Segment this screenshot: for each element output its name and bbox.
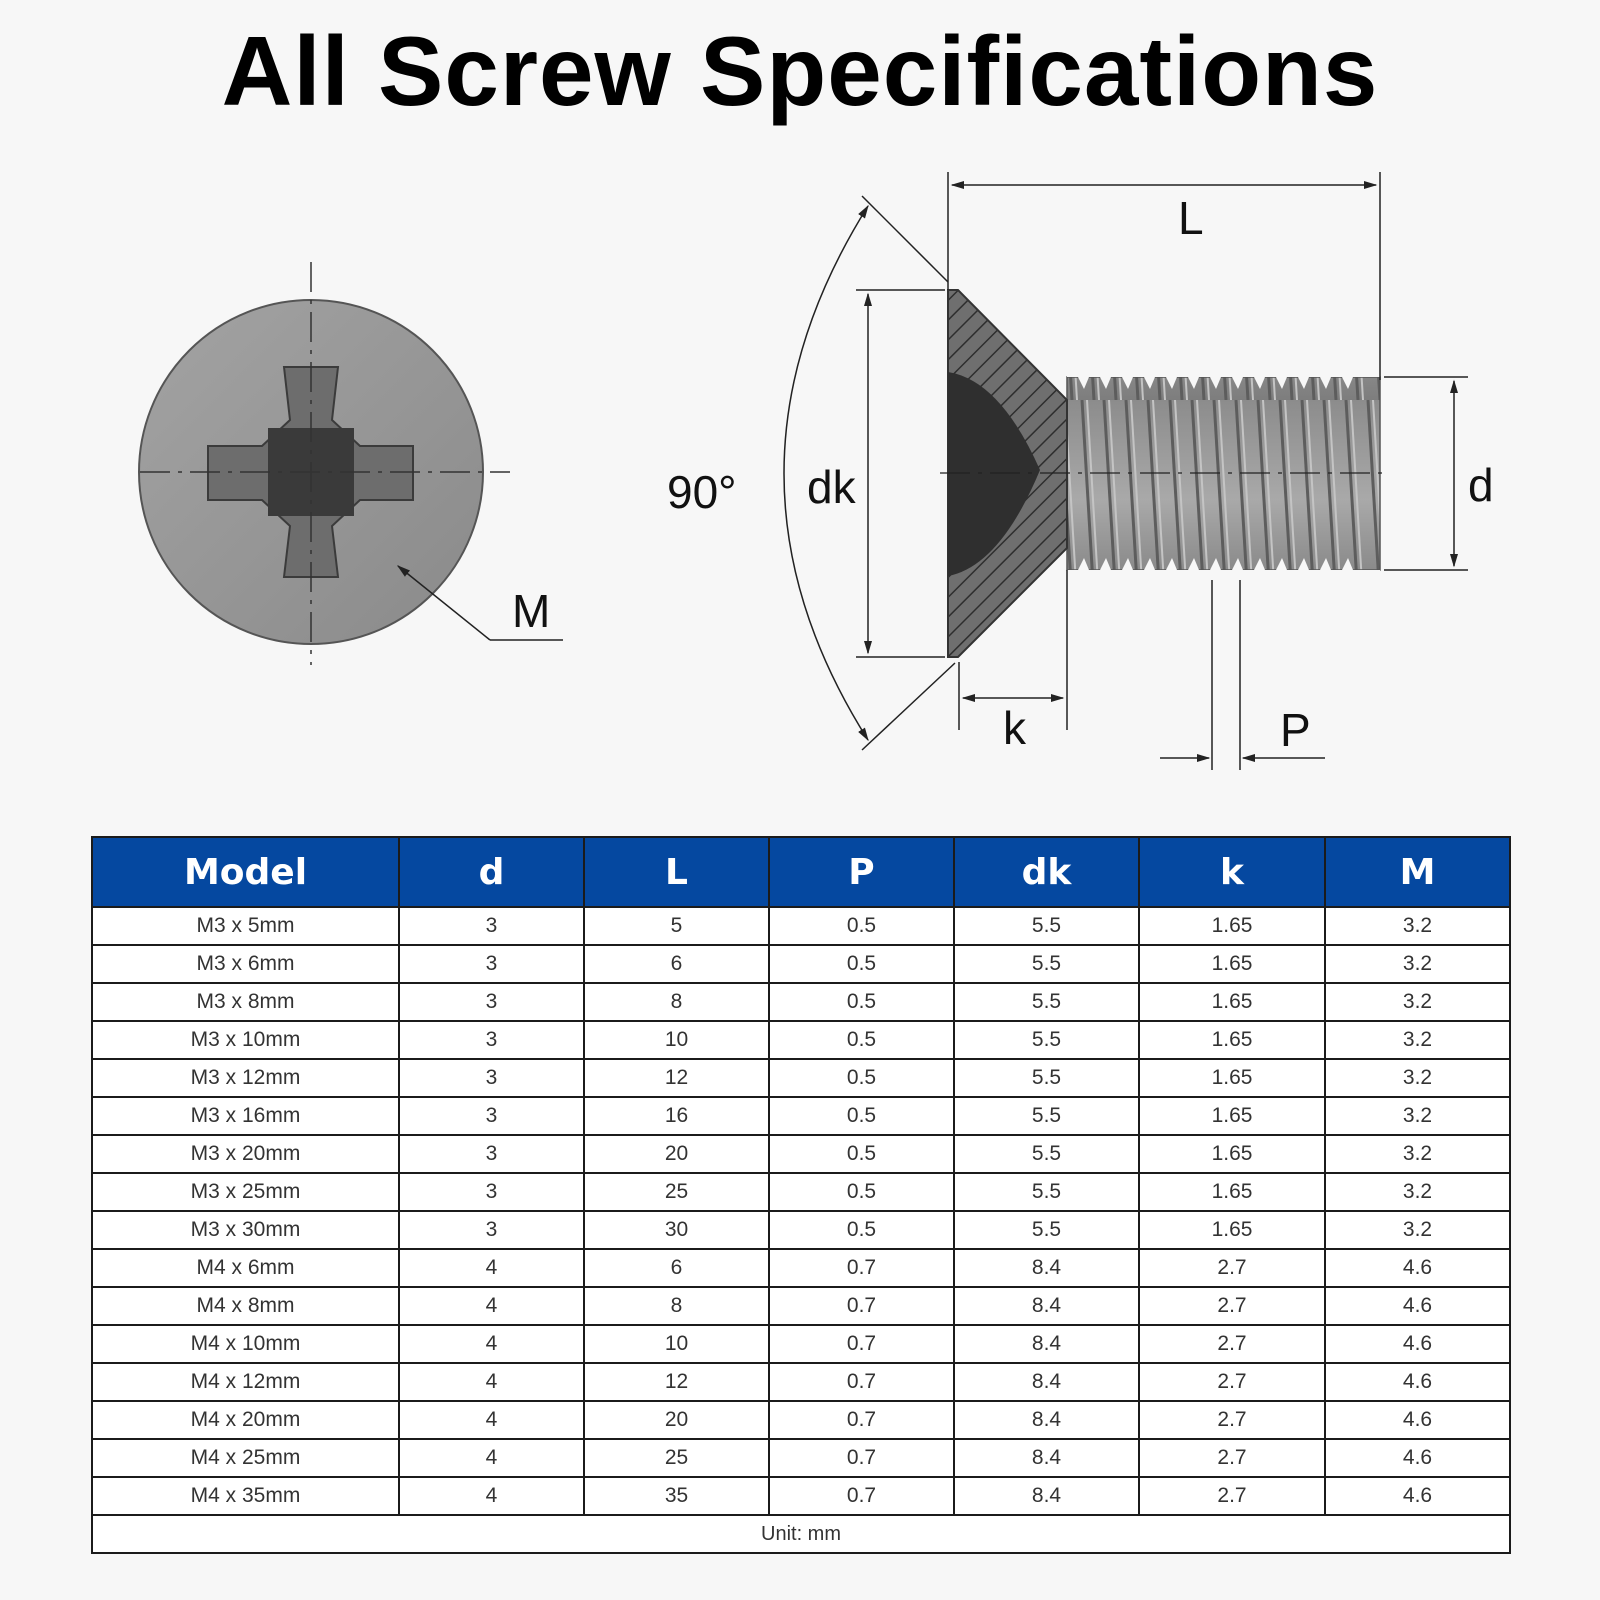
table-row bbox=[92, 1477, 1510, 1515]
cell-l: 10 bbox=[584, 1021, 769, 1059]
cell-d: 3 bbox=[399, 1211, 584, 1249]
cell-k: 2.7 bbox=[1139, 1477, 1325, 1515]
cell-l: 25 bbox=[584, 1173, 769, 1211]
label-m: M bbox=[512, 585, 551, 637]
cell-k: 2.7 bbox=[1139, 1249, 1325, 1287]
table-row bbox=[92, 1363, 1510, 1401]
cell-m: 3.2 bbox=[1325, 1097, 1510, 1135]
cell-model: M3 x 30mm bbox=[92, 1211, 399, 1249]
screw-diagram bbox=[0, 150, 1600, 790]
screw-head-top-view bbox=[139, 262, 563, 665]
cell-m: 3.2 bbox=[1325, 983, 1510, 1021]
label-angle: 90° bbox=[667, 466, 737, 518]
cell-l: 5 bbox=[584, 907, 769, 945]
cell-p: 0.5 bbox=[769, 945, 954, 983]
cell-k: 1.65 bbox=[1139, 1173, 1325, 1211]
table-row bbox=[92, 1097, 1510, 1135]
label-k: k bbox=[1003, 702, 1026, 754]
cell-d: 3 bbox=[399, 983, 584, 1021]
table-footer-row bbox=[92, 1515, 1510, 1553]
cell-k: 1.65 bbox=[1139, 1097, 1325, 1135]
cell-l: 25 bbox=[584, 1439, 769, 1477]
cell-dk: 5.5 bbox=[954, 1135, 1139, 1173]
cell-dk: 8.4 bbox=[954, 1363, 1139, 1401]
cell-p: 0.5 bbox=[769, 907, 954, 945]
cell-model: M3 x 5mm bbox=[92, 907, 399, 945]
cell-m: 4.6 bbox=[1325, 1401, 1510, 1439]
cell-k: 1.65 bbox=[1139, 1021, 1325, 1059]
cell-model: M4 x 35mm bbox=[92, 1477, 399, 1515]
cell-d: 4 bbox=[399, 1363, 584, 1401]
cell-m: 3.2 bbox=[1325, 945, 1510, 983]
cell-m: 4.6 bbox=[1325, 1363, 1510, 1401]
cell-p: 0.5 bbox=[769, 1097, 954, 1135]
table-row bbox=[92, 1211, 1510, 1249]
cell-p: 0.5 bbox=[769, 1021, 954, 1059]
cell-d: 4 bbox=[399, 1401, 584, 1439]
page-title: All Screw Specifications bbox=[221, 16, 1379, 126]
unit-note: Unit: mm bbox=[92, 1515, 1510, 1553]
cell-l: 12 bbox=[584, 1059, 769, 1097]
cell-model: M3 x 12mm bbox=[92, 1059, 399, 1097]
cell-dk: 8.4 bbox=[954, 1325, 1139, 1363]
cell-p: 0.7 bbox=[769, 1325, 954, 1363]
cell-l: 6 bbox=[584, 945, 769, 983]
cell-p: 0.7 bbox=[769, 1401, 954, 1439]
cell-dk: 5.5 bbox=[954, 1097, 1139, 1135]
cell-p: 0.7 bbox=[769, 1363, 954, 1401]
cell-l: 35 bbox=[584, 1477, 769, 1515]
cell-model: M3 x 16mm bbox=[92, 1097, 399, 1135]
table-row bbox=[92, 1287, 1510, 1325]
cell-k: 1.65 bbox=[1139, 1059, 1325, 1097]
cell-k: 2.7 bbox=[1139, 1439, 1325, 1477]
table-row bbox=[92, 1439, 1510, 1477]
cell-dk: 8.4 bbox=[954, 1439, 1139, 1477]
cell-p: 0.5 bbox=[769, 1173, 954, 1211]
cell-p: 0.7 bbox=[769, 1249, 954, 1287]
cell-d: 3 bbox=[399, 1059, 584, 1097]
cell-m: 4.6 bbox=[1325, 1439, 1510, 1477]
screw-diagram-svg bbox=[0, 150, 1600, 790]
cell-model: M3 x 10mm bbox=[92, 1021, 399, 1059]
header-k: k bbox=[1139, 837, 1325, 907]
header-m: M bbox=[1325, 837, 1510, 907]
cell-k: 1.65 bbox=[1139, 1211, 1325, 1249]
cell-d: 4 bbox=[399, 1439, 584, 1477]
cell-m: 3.2 bbox=[1325, 907, 1510, 945]
table-row bbox=[92, 945, 1510, 983]
cell-l: 10 bbox=[584, 1325, 769, 1363]
cell-l: 12 bbox=[584, 1363, 769, 1401]
cell-d: 4 bbox=[399, 1477, 584, 1515]
cell-dk: 8.4 bbox=[954, 1249, 1139, 1287]
cell-d: 3 bbox=[399, 945, 584, 983]
cell-model: M4 x 6mm bbox=[92, 1249, 399, 1287]
cell-model: M3 x 8mm bbox=[92, 983, 399, 1021]
cell-dk: 8.4 bbox=[954, 1287, 1139, 1325]
cell-dk: 5.5 bbox=[954, 1059, 1139, 1097]
cell-d: 4 bbox=[399, 1249, 584, 1287]
cell-l: 20 bbox=[584, 1135, 769, 1173]
cell-m: 3.2 bbox=[1325, 1173, 1510, 1211]
table-row bbox=[92, 1173, 1510, 1211]
cell-l: 16 bbox=[584, 1097, 769, 1135]
label-l: L bbox=[1178, 192, 1204, 244]
table-row bbox=[92, 1135, 1510, 1173]
table-row bbox=[92, 983, 1510, 1021]
spec-table-container bbox=[91, 836, 1509, 1554]
cell-d: 4 bbox=[399, 1325, 584, 1363]
cell-model: M4 x 8mm bbox=[92, 1287, 399, 1325]
label-d: d bbox=[1468, 459, 1494, 511]
cell-p: 0.5 bbox=[769, 1135, 954, 1173]
cell-l: 8 bbox=[584, 1287, 769, 1325]
cell-k: 2.7 bbox=[1139, 1401, 1325, 1439]
cell-model: M4 x 20mm bbox=[92, 1401, 399, 1439]
cell-dk: 5.5 bbox=[954, 907, 1139, 945]
cell-d: 4 bbox=[399, 1287, 584, 1325]
table-row bbox=[92, 1249, 1510, 1287]
cell-l: 8 bbox=[584, 983, 769, 1021]
cell-m: 4.6 bbox=[1325, 1287, 1510, 1325]
cell-dk: 5.5 bbox=[954, 1021, 1139, 1059]
cell-model: M4 x 10mm bbox=[92, 1325, 399, 1363]
cell-m: 3.2 bbox=[1325, 1059, 1510, 1097]
cell-dk: 5.5 bbox=[954, 945, 1139, 983]
cell-p: 0.5 bbox=[769, 1211, 954, 1249]
header-p: P bbox=[769, 837, 954, 907]
cell-m: 4.6 bbox=[1325, 1477, 1510, 1515]
cell-l: 6 bbox=[584, 1249, 769, 1287]
cell-m: 4.6 bbox=[1325, 1325, 1510, 1363]
cell-p: 0.7 bbox=[769, 1477, 954, 1515]
cell-k: 2.7 bbox=[1139, 1325, 1325, 1363]
cell-k: 1.65 bbox=[1139, 907, 1325, 945]
cell-p: 0.5 bbox=[769, 1059, 954, 1097]
cell-dk: 8.4 bbox=[954, 1477, 1139, 1515]
cell-model: M4 x 25mm bbox=[92, 1439, 399, 1477]
screw-side-view bbox=[667, 172, 1494, 770]
label-p: P bbox=[1280, 704, 1311, 756]
header-dk: dk bbox=[954, 837, 1139, 907]
table-row bbox=[92, 1325, 1510, 1363]
header-l: L bbox=[584, 837, 769, 907]
cell-d: 3 bbox=[399, 1135, 584, 1173]
cell-k: 2.7 bbox=[1139, 1287, 1325, 1325]
cell-dk: 8.4 bbox=[954, 1401, 1139, 1439]
cell-m: 3.2 bbox=[1325, 1211, 1510, 1249]
cell-model: M3 x 20mm bbox=[92, 1135, 399, 1173]
table-header-row bbox=[92, 837, 1510, 907]
cell-dk: 5.5 bbox=[954, 1211, 1139, 1249]
cell-dk: 5.5 bbox=[954, 1173, 1139, 1211]
cell-model: M4 x 12mm bbox=[92, 1363, 399, 1401]
cell-k: 2.7 bbox=[1139, 1363, 1325, 1401]
cell-l: 30 bbox=[584, 1211, 769, 1249]
cell-model: M3 x 6mm bbox=[92, 945, 399, 983]
header-model: Model bbox=[92, 837, 399, 907]
cell-dk: 5.5 bbox=[954, 983, 1139, 1021]
cell-p: 0.5 bbox=[769, 983, 954, 1021]
cell-d: 3 bbox=[399, 1097, 584, 1135]
table-row bbox=[92, 1021, 1510, 1059]
label-dk: dk bbox=[807, 461, 856, 513]
header-d: d bbox=[399, 837, 584, 907]
table-row bbox=[92, 1059, 1510, 1097]
cell-k: 1.65 bbox=[1139, 983, 1325, 1021]
cell-p: 0.7 bbox=[769, 1439, 954, 1477]
cell-m: 4.6 bbox=[1325, 1249, 1510, 1287]
table-body bbox=[92, 907, 1510, 1515]
cell-d: 3 bbox=[399, 1021, 584, 1059]
cell-m: 3.2 bbox=[1325, 1135, 1510, 1173]
cell-m: 3.2 bbox=[1325, 1021, 1510, 1059]
cell-k: 1.65 bbox=[1139, 945, 1325, 983]
cell-d: 3 bbox=[399, 1173, 584, 1211]
cell-k: 1.65 bbox=[1139, 1135, 1325, 1173]
cell-model: M3 x 25mm bbox=[92, 1173, 399, 1211]
cell-d: 3 bbox=[399, 907, 584, 945]
table-row bbox=[92, 907, 1510, 945]
cell-l: 20 bbox=[584, 1401, 769, 1439]
cell-p: 0.7 bbox=[769, 1287, 954, 1325]
table-row bbox=[92, 1401, 1510, 1439]
spec-table bbox=[91, 836, 1511, 1554]
